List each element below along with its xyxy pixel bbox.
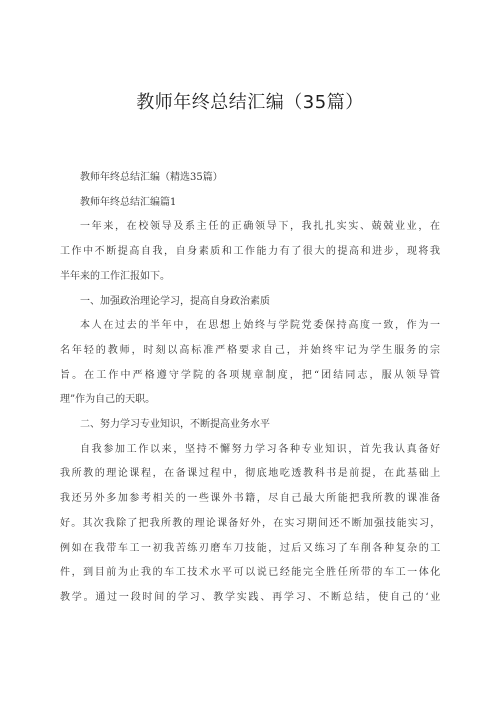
paragraph-line: 件，到目前为止我的车工技术水平可以说已经能完全胜任所带的车工一体化 — [60, 567, 440, 579]
paragraph-line: 半年来的工作汇报如下。 — [60, 270, 170, 282]
paragraph-line: 例如在我带车工一初我苦练刃磨车刀技能，过后又练习了车削各种复杂的工 — [60, 542, 440, 554]
document-body — [60, 166, 440, 611]
paragraph-line: 我所教的理论课程，在备课过程中，彻底地吃透教科书是前提，在此基础上 — [60, 468, 440, 480]
section-heading: 教师年终总结汇编篇1 — [80, 196, 177, 208]
paragraph-line: 理”作为自己的天职。 — [60, 394, 156, 406]
paragraph-line: 一年来，在校领导及系主任的正确领导下，我扎扎实实、兢兢业业，在 — [80, 221, 440, 233]
paragraph-line: 教学。通过一段时间的学习、教学实践、再学习、不断总结，使自己的‘业 — [60, 591, 440, 603]
subheading: 二、努力学习专业知识，不断提高业务水平 — [80, 419, 270, 431]
paragraph-line: 名年轻的教师，时刻以高标准严格要求自己，并始终牢记为学生服务的宗 — [60, 344, 440, 356]
paragraph-line: 自我参加工作以来，坚持不懈努力学习各种专业知识，首先我认真备好 — [80, 443, 440, 455]
paragraph-line: 好。其次我除了把我所教的理论课备好外，在实习期间还不断加强技能实习， — [60, 517, 440, 529]
document-title: 教师年终总结汇编（35篇） — [136, 92, 364, 113]
subheading: 一、加强政治理论学习，提高自身政治素质 — [80, 295, 270, 307]
paragraph-line: 本人在过去的半年中，在思想上始终与学院党委保持高度一致，作为一 — [80, 320, 440, 332]
paragraph-line: 旨。在工作中严格遵守学院的各项规章制度，把“团结同志，服从领导管 — [60, 369, 440, 381]
collection-subtitle: 教师年终总结汇编（精选35篇） — [80, 172, 223, 183]
paragraph-line: 工作中不断提高自我，自身素质和工作能力有了很大的提高和进步，现将我 — [60, 246, 440, 258]
paragraph-line: 我还另外多加参考相关的一些课外书籍，尽自己最大所能把我所教的课准备 — [60, 493, 440, 505]
